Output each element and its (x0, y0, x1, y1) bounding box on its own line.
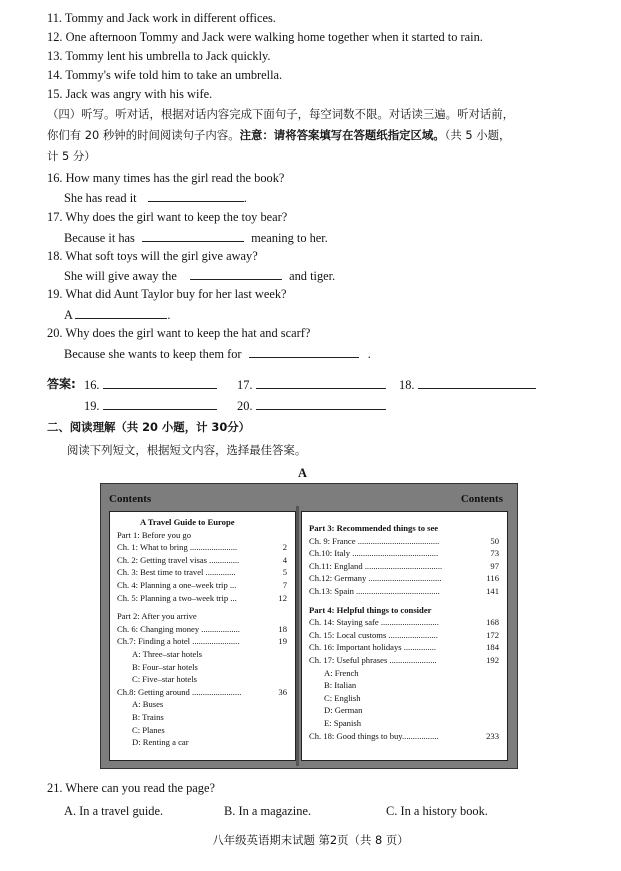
right-toc-entry (302, 616, 507, 629)
section4-intro-line2 (47, 127, 510, 143)
answer-18-prefix: She will give away the (64, 269, 177, 283)
answer-20-blank[interactable] (249, 345, 359, 358)
left-toc-entry-title: A: Three–star hotels (132, 648, 203, 659)
answer-slot-18 (399, 376, 536, 393)
answer-20-suffix: . (367, 347, 371, 361)
left-toc-entry (110, 648, 295, 661)
right-toc-entry (302, 654, 507, 667)
right-toc-entry (302, 641, 507, 654)
right-toc-entry-page: 97 (490, 560, 499, 571)
left-toc-entry-title: Ch. 1: What to bring ...................... (117, 542, 238, 553)
right-toc-entry-title: C: English (324, 692, 361, 703)
left-toc-entry (110, 579, 295, 592)
part2-instruction: 阅读下列短文，根据短文内容，选择最佳答案。 (67, 443, 307, 457)
left-toc-entry-title: C: Planes (132, 724, 165, 735)
statement-13: 13. Tommy lent his umbrella to Jack quickly. (47, 49, 271, 63)
statement-11: 11. Tommy and Jack work in different offices. (47, 11, 276, 25)
statement-12: 12. One afternoon Tommy and Jack were walking home together when it started to rain. (47, 30, 483, 44)
right-page (301, 511, 508, 761)
right-toc-entry-title: Ch.11: England .................................... (309, 560, 443, 571)
answer-num-17: 17. (237, 378, 253, 392)
right-toc-entry-page: 192 (486, 654, 499, 665)
answer-slot-17 (237, 376, 386, 393)
answer-line-20 (64, 345, 371, 362)
left-toc-entry-page: 19 (278, 636, 287, 647)
left-toc-entry-title: C: Five–star hotels (132, 674, 197, 685)
left-toc-entry (110, 592, 295, 605)
answer-row-1 (47, 376, 76, 392)
answer-label: 答案: (47, 377, 76, 391)
right-toc-entry (302, 572, 507, 585)
answer-line-17 (64, 229, 328, 246)
right-toc-entry (302, 717, 507, 730)
left-toc-entry-page: 12 (278, 592, 287, 603)
right-toc-entry (302, 667, 507, 680)
left-toc-entry-title: A: Buses (132, 699, 164, 710)
left-toc-entry-title: Ch. 2: Getting travel visas .............. (117, 554, 240, 565)
right-toc-entry (302, 704, 507, 717)
guide-title-text: A Travel Guide to Europe (140, 517, 235, 527)
right-toc-entry-title: Ch. 16: Important holidays ............... (309, 642, 436, 653)
right-toc-entry (302, 679, 507, 692)
section4-intro-line1: （四）听写。听对话，根据对话内容完成下面句子，每空词数不限。对话读三遍。听对话前， (47, 107, 515, 121)
answer-18-blank[interactable] (190, 267, 282, 280)
right-toc-entry (302, 547, 507, 560)
left-toc-entry-title: B: Four–star hotels (132, 661, 198, 672)
section4-count: （共 5 小题， (444, 128, 511, 142)
section4-notice: 注意：请将答案填写在答题纸指定区域。 (239, 128, 445, 142)
answer-sheet-blank-17[interactable] (256, 376, 386, 389)
answer-line-19 (64, 306, 170, 323)
guide-title (110, 516, 295, 529)
right-toc-entry-page: 73 (490, 548, 499, 559)
right-toc-entry-title: A: French (324, 667, 359, 678)
section4-intro-line3: 计 5 分） (47, 149, 96, 163)
right-toc-entry-page: 184 (486, 642, 499, 653)
answer-20-prefix: Because she wants to keep them for (64, 347, 242, 361)
answer-16-blank[interactable] (148, 189, 244, 202)
left-toc-entry-title: Part 1: Before you go (117, 529, 191, 540)
right-toc-entry-title: Ch.10: Italy ........................................ (309, 548, 439, 559)
left-toc-entry-title: D: Renting a car (132, 737, 189, 748)
book-spine (296, 506, 299, 766)
left-toc-entry-title: Ch. 4: Planning a one–week trip ... (117, 579, 237, 590)
right-toc-entry-page: 141 (486, 585, 499, 596)
right-toc-entry-page: 50 (490, 535, 499, 546)
left-toc-entry-title: Ch. 3: Best time to travel .............. (117, 567, 236, 578)
option-a[interactable]: A. In a travel guide. (64, 804, 164, 818)
left-toc-entry-page: 36 (278, 686, 287, 697)
left-toc-entry-page: 2 (282, 542, 287, 553)
answer-sheet-blank-18[interactable] (418, 376, 536, 389)
left-toc-entry-title: Ch.7: Finding a hotel ...................... (117, 636, 240, 647)
left-toc-entry-title: Ch. 6: Changing money .................. (117, 623, 240, 634)
left-toc-entry-title: Part 2: After you arrive (117, 611, 197, 622)
right-toc-entry-title: Ch. 14: Staying safe ........................... (309, 617, 439, 628)
question-21: 21. Where can you read the page? (47, 781, 215, 795)
question-17: 17. Why does the girl want to keep the toy bear? (47, 210, 288, 224)
left-contents-header: Contents (109, 493, 152, 505)
left-toc-entry-title: Ch. 5: Planning a two–week trip ... (117, 592, 237, 603)
passage-letter: A (298, 466, 307, 480)
right-toc-entry-title: B: Italian (324, 680, 357, 691)
right-toc-entry (302, 560, 507, 573)
right-toc-entry (302, 692, 507, 705)
left-toc-entry-title: Ch.8: Getting around ....................... (117, 686, 242, 697)
left-toc-entry (110, 623, 295, 636)
right-toc-entry-page: 168 (486, 617, 499, 628)
left-toc-entry (110, 711, 295, 724)
question-16: 16. How many times has the girl read the book? (47, 171, 285, 185)
right-toc-entry-title: Ch. 15: Local customs ....................... (309, 629, 438, 640)
section4-intro-text: 你们有 20 秒钟的时间阅读句子内容。 (47, 128, 240, 142)
answer-slot-19 (84, 397, 217, 414)
right-toc-entry-title: Ch.13: Spain ....................................... (309, 585, 440, 596)
right-toc-entry-page: 233 (486, 730, 499, 741)
book-contents-image (100, 483, 518, 769)
page-footer: 八年级英语期末试题 第2页（共 8 页） (212, 833, 409, 847)
right-toc-entry-page: 172 (486, 629, 499, 640)
answer-16-prefix: She has read it (64, 191, 137, 205)
answer-sheet-blank-16[interactable] (103, 376, 217, 389)
left-toc-entry-page: 4 (282, 554, 287, 565)
answer-num-18: 18. (399, 378, 415, 392)
answer-slot-16 (84, 376, 217, 393)
left-toc-entry-page: 5 (282, 567, 287, 578)
right-toc-entry (302, 604, 507, 617)
answer-18-suffix: and tiger. (289, 269, 336, 283)
statement-15: 15. Jack was angry with his wife. (47, 87, 213, 101)
left-toc-entry-page: 18 (278, 623, 287, 634)
right-toc-entry (302, 522, 507, 535)
left-toc-entry (110, 635, 295, 648)
right-toc-entry-title: Ch. 9: France ...................................... (309, 535, 440, 546)
left-toc-entry (110, 566, 295, 579)
question-19: 19. What did Aunt Taylor buy for her last week? (47, 287, 287, 301)
left-page (109, 511, 296, 761)
left-toc-entry (110, 686, 295, 699)
answer-17-blank[interactable] (142, 229, 244, 242)
right-toc-entry-page: 116 (486, 573, 499, 584)
question-18: 18. What soft toys will the girl give away? (47, 249, 258, 263)
left-toc-entry-title: B: Trains (132, 711, 164, 722)
answer-slot-20 (237, 397, 386, 414)
right-toc-entry-title: Part 4: Helpful things to consider (309, 604, 432, 615)
right-toc-entry-title: Part 3: Recommended things to see (309, 523, 439, 533)
statement-14: 14. Tommy's wife told him to take an umbrella. (47, 68, 283, 82)
left-toc-entry (110, 554, 295, 567)
right-toc-entry (302, 730, 507, 743)
answer-num-20: 20. (237, 399, 253, 413)
answer-19-suffix: . (167, 308, 171, 322)
answer-16-suffix: . (243, 191, 247, 205)
answer-num-16: 16. (84, 378, 100, 392)
right-toc-entry (302, 585, 507, 598)
part2-heading: 二、阅读理解（共 20 小题，计 30分） (47, 420, 251, 434)
answer-line-18 (64, 267, 335, 284)
left-toc-entry (110, 673, 295, 686)
right-toc-entry-title: E: Spanish (324, 717, 362, 728)
answer-sheet-blank-20[interactable] (256, 397, 386, 410)
left-toc-entry-page: 7 (282, 579, 287, 590)
left-toc-entry (110, 724, 295, 737)
right-contents-header: Contents (460, 493, 503, 505)
right-toc-entry (302, 629, 507, 642)
right-toc-entry-title: Ch. 17: Useful phrases ...................... (309, 654, 437, 665)
answer-19-prefix: A (64, 308, 73, 322)
answer-17-prefix: Because it has (64, 231, 135, 245)
question-20: 20. Why does the girl want to keep the hat and scarf? (47, 326, 311, 340)
answer-19-blank[interactable] (75, 306, 167, 319)
answer-sheet-blank-19[interactable] (103, 397, 217, 410)
left-toc-entry (110, 529, 295, 542)
answer-num-19: 19. (84, 399, 100, 413)
left-toc-entry (110, 610, 295, 623)
option-c[interactable]: C. In a history book. (386, 804, 488, 818)
right-toc-entry-title: Ch.12: Germany .................................. (309, 573, 442, 584)
option-b[interactable]: B. In a magazine. (224, 804, 312, 818)
left-toc-entry (110, 541, 295, 554)
left-toc-entry (110, 698, 295, 711)
right-toc-entry-title: D: German (324, 705, 363, 716)
left-toc-entry (110, 736, 295, 749)
right-toc-entry (302, 535, 507, 548)
left-toc-entry (110, 661, 295, 674)
answer-17-suffix: meaning to her. (251, 231, 328, 245)
answer-line-16 (64, 189, 247, 206)
right-toc-entry-title: Ch. 18: Good things to buy................. (309, 730, 439, 741)
